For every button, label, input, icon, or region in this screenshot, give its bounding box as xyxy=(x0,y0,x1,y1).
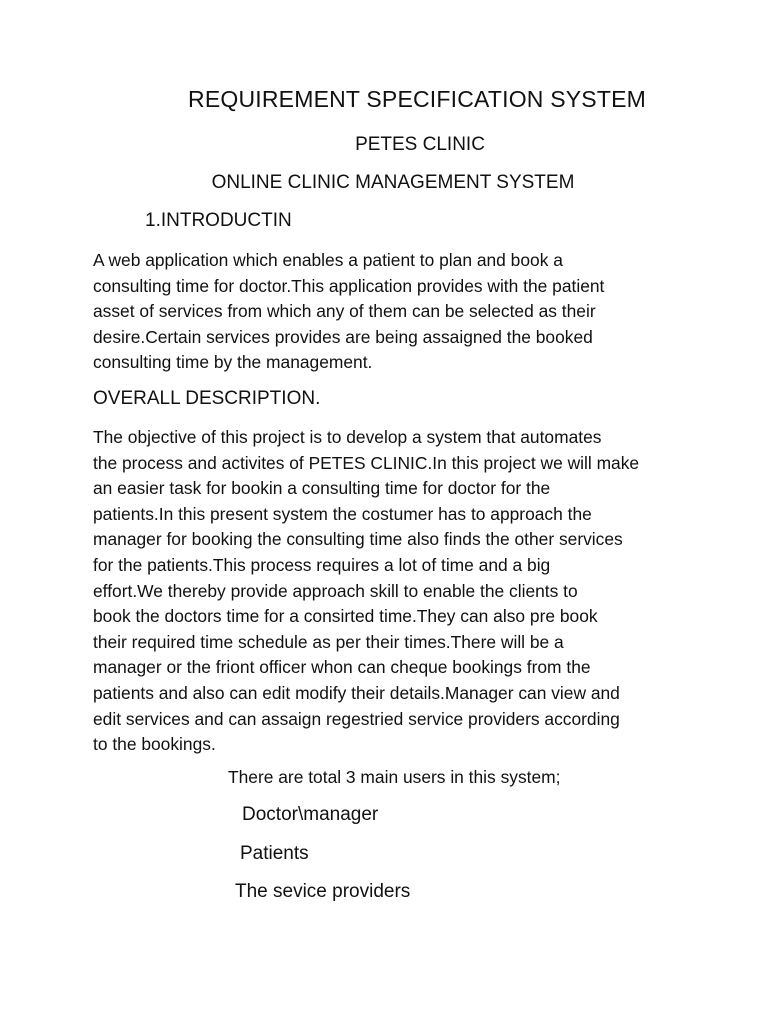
paragraph-line: their required time schedule as per their times.There will be a xyxy=(93,631,564,652)
paragraph-line: patients and also can edit modify their details.Manager can view and xyxy=(93,682,620,703)
paragraph-line: consulting time for doctor.This application provides with the patient xyxy=(93,275,605,296)
paragraph-line: The objective of this project is to develop a system that automates xyxy=(93,427,602,447)
overall-description-heading: OVERALL DESCRIPTION. xyxy=(93,388,321,409)
document-title: REQUIREMENT SPECIFICATION SYSTEM xyxy=(188,86,646,112)
paragraph-line: manager for booking the consulting time also finds the other services xyxy=(93,529,623,550)
paragraph-line: desire.Certain services provides are being assaigned the booked xyxy=(93,326,593,347)
paragraph-line: manager or the friont officer whon can cheque bookings from the xyxy=(93,657,591,678)
paragraph-line: an easier task for bookin a consulting time for doctor for the xyxy=(93,478,551,499)
paragraph-line: asset of services from which any of them can be selected as their xyxy=(93,301,596,322)
user-item-patients: Patients xyxy=(240,843,309,864)
introduction-heading: 1.INTRODUCTIN xyxy=(145,210,292,231)
user-item-service-providers: The sevice providers xyxy=(235,881,411,902)
user-item-doctor-manager: Doctor\manager xyxy=(242,804,379,825)
paragraph-line: edit services and can assaign regestried service providers according xyxy=(93,708,620,729)
users-intro: There are total 3 main users in this system; xyxy=(228,767,561,787)
paragraph-line: to the bookings. xyxy=(93,734,216,755)
paragraph-line: A web application which enables a patient to plan and book a xyxy=(93,250,563,270)
clinic-name: PETES CLINIC xyxy=(355,134,485,155)
paragraph-line: patients.In this present system the costumer has to approach the xyxy=(93,503,592,524)
paragraph-line: for the patients.This process requires a lot of time and a big xyxy=(93,554,551,575)
paragraph-line: consulting time by the management. xyxy=(93,352,373,373)
overall-description-paragraph xyxy=(93,425,693,758)
paragraph-line: book the doctors time for a consirted time.They can also pre book xyxy=(93,606,598,627)
introduction-paragraph xyxy=(93,248,693,376)
paragraph-line: the process and activites of PETES CLINIC.In this project we will make xyxy=(93,452,640,473)
paragraph-line: effort.We thereby provide approach skill to enable the clients to xyxy=(93,580,578,601)
system-name: ONLINE CLINIC MANAGEMENT SYSTEM xyxy=(211,172,575,193)
